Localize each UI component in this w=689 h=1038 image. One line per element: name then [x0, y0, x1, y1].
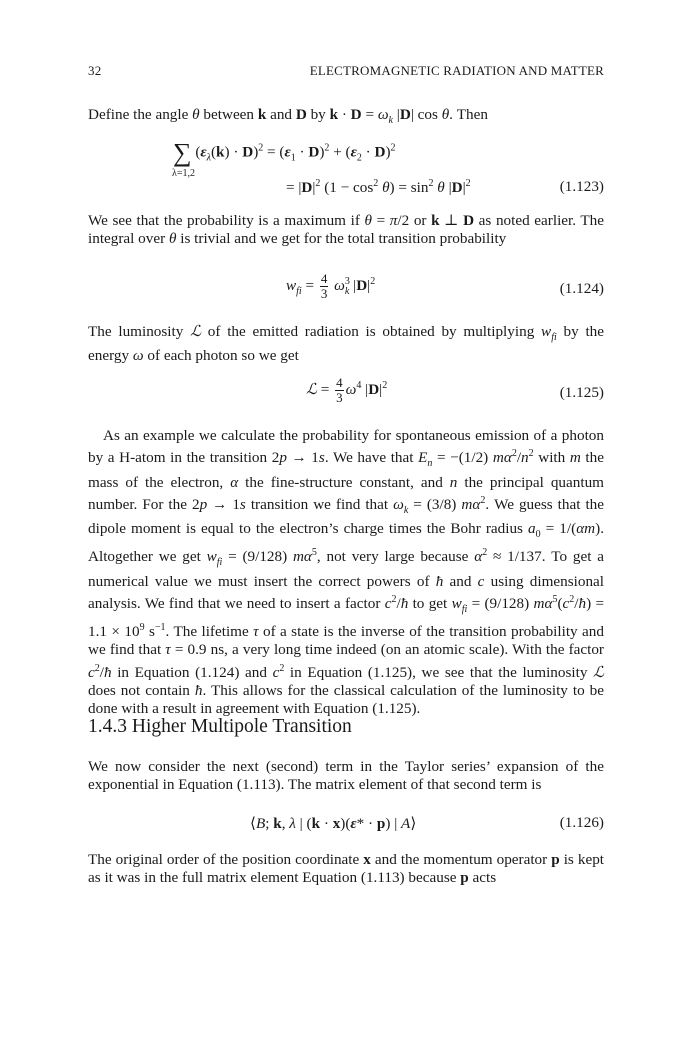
paragraph-original-order: The original order of the position coordinate x and the momentum operator p is kept as it was in the full matrix element Equation (1.113) because p acts	[88, 851, 605, 887]
page-number: 32	[88, 63, 102, 78]
running-head: ELECTROMAGNETIC RADIATION AND MATTER	[309, 63, 604, 78]
equation-tag-1124: (1.124)	[559, 280, 604, 297]
equation-1125: ℒ = $\frac{4}{3}$ $\omega^4$ $|D|^2$ (1.125)	[306, 375, 604, 405]
paragraph-luminosity: The luminosity ℒ of the emitted radiation is obtained by multiplying $w_{fi}$ by the energy ω of each photon so we get	[88, 323, 604, 365]
paragraph-define-angle: Define the angle θ between k and D by $k \cdot D = \omega_k$ |D| cos θ. Then	[88, 106, 488, 127]
section-heading: 1.4.3 Higher Multipole Transition	[88, 716, 352, 737]
equation-tag-1125: (1.125)	[559, 384, 604, 401]
equation-1126: ⟨B; k, λ | (k · x)(ε* · p) | A⟩ (1.126)	[250, 814, 604, 832]
equation-1123-line1: ∑ $(\varepsilon_\lambda(k) \cdot D)^2 = (\varepsilon_1 \cdot D)^2 + (\varepsilon_2 \cdot D)^2$ λ=1,2	[172, 138, 396, 179]
paragraph-probability-max: We see that the probability is a maximum if θ = π/2 or k ⊥ D as noted earlier. The integral over θ is trivial and we get for the total transition probability	[88, 212, 604, 248]
paragraph-example: As an example we calculate the probability for spontaneous emission of a photon by a H-atom in the transition 2p → 1s. We have that $E_n = -(1/2)$ $m\alpha^2/n^2$ with m the mass of the electron, α the fine-structure constant, and n the principal quantum number. For the 2p → 1s transition we find that $\omega_k = (3/8)$ $m\alpha^2$. We guess that the dipole moment is equal to the electron’s charge times the Bohr radius $a_0 = 1/(\alpha m)$. Altogether we get $w_{fi} = (9/128)$ $m\alpha^5$, not very large because $\alpha^2 \approx 1/137$. To get a numerical value we must insert the correct powers of ħ and c using dimensional analysis. We find that we need to insert a factor $c^2/ħ$ to get $w_{fi} = (9/128)$ $m\alpha^5(c^2/ħ) = 1.1 \times 10^9$ $s^{-1}$. The lifetime τ of a state is the inverse of the transition probability and we find that τ = 0.9 ns, a very long time indeed (on an atomic scale). With the factor $c^2/ħ$ in Equation (1.124) and $c^2$ in Equation (1.125), we see that the luminosity ℒ does not contain ħ. This allows for the classical calculation of the luminosity to be done with a result in agreement with Equation (1.125).	[88, 427, 605, 717]
equation-tag-1126: (1.126)	[559, 814, 604, 831]
paragraph-next-term: We now consider the next (second) term in the Taylor series’ expansion of the exponential in Equation (1.113). The matrix element of that second term is	[88, 758, 604, 794]
equation-1124: $w_{fi}$ = $\frac{4}{3}$ $\omega^3_k$ $|D|^2$ (1.124)	[286, 271, 604, 301]
equation-tag-1123: (1.123)	[559, 178, 604, 195]
sum-subscript: λ=1,2	[172, 168, 195, 179]
equation-1123-line2: = $|D|^2$ $(1 - \cos^2 \theta) = \sin^2 \theta$ $|D|^2$ (1.123)	[286, 178, 604, 197]
